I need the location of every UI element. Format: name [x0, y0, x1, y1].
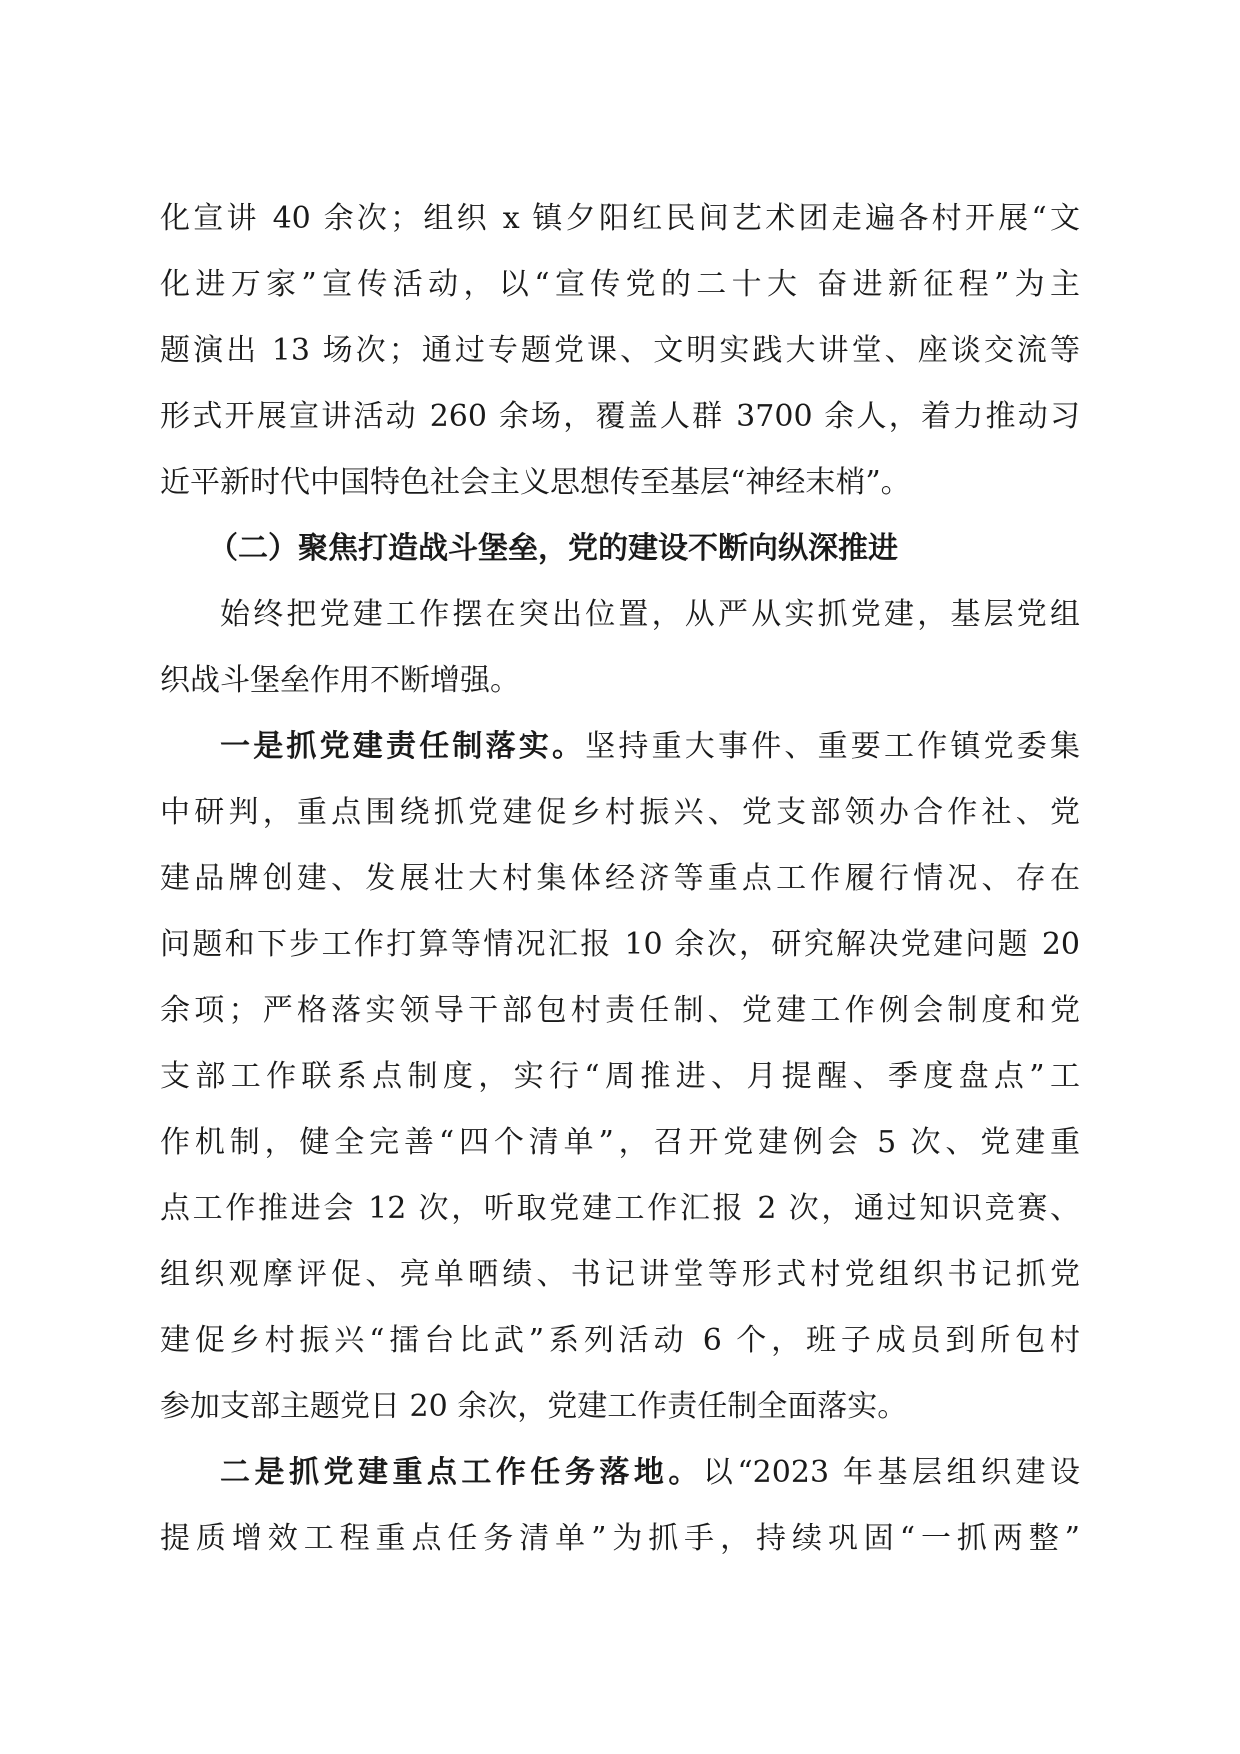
- section-heading: （二）聚焦打造战斗堡垒，党的建设不断向纵深推进: [208, 531, 898, 566]
- text-line: 形式开展宣讲活动 260 余场，覆盖人群 3700 余人，着力推动习: [160, 399, 1080, 434]
- text-line: 织战斗堡垒作用不断增强。: [160, 663, 520, 698]
- text-line: [160, 1440, 1080, 1506]
- text-line: 近平新时代中国特色社会主义思想传至基层“神经末梢”。: [160, 465, 911, 500]
- text-line: 作机制，健全完善“四个清单”，召开党建例会 5 次、党建重: [160, 1125, 1080, 1160]
- paragraph-lead-bold: 二是抓党建重点工作任务落地。: [220, 1455, 703, 1490]
- text-line: 支部工作联系点制度，实行“周推进、月提醒、季度盘点”工: [160, 1059, 1080, 1094]
- text-line: 问题和下步工作打算等情况汇报 10 余次，研究解决党建问题 20: [160, 927, 1080, 962]
- text-line: 建品牌创建、发展壮大村集体经济等重点工作履行情况、存在: [160, 861, 1080, 896]
- paragraph-lead-bold: 一是抓党建责任制落实。: [220, 729, 586, 764]
- text-line: 题演出 13 场次；通过专题党课、文明实践大讲堂、座谈交流等: [160, 333, 1080, 368]
- text-line: [160, 714, 1080, 780]
- text-line: 提质增效工程重点任务清单”为抓手，持续巩固“一抓两整”: [160, 1521, 1080, 1556]
- text-line: 组织观摩评促、亮单晒绩、书记讲堂等形式村党组织书记抓党: [160, 1257, 1080, 1292]
- paragraph-key-tasks: [160, 1440, 1080, 1572]
- text-line: 建促乡村振兴“擂台比武”系列活动 6 个，班子成员到所包村: [160, 1323, 1080, 1358]
- text-line: 参加支部主题党日 20 余次，党建工作责任制全面落实。: [160, 1389, 908, 1424]
- text-line: 余项；严格落实领导干部包村责任制、党建工作例会制度和党: [160, 993, 1080, 1028]
- document-page: [160, 186, 1080, 1572]
- paragraph-responsibility-system: [160, 714, 1080, 1440]
- text-line: 点工作推进会 12 次，听取党建工作汇报 2 次，通过知识竞赛、: [160, 1191, 1080, 1226]
- text-fragment: 以“2023 年基层组织建设: [702, 1455, 1080, 1490]
- text-fragment: 坚持重大事件、重要工作镇党委集: [585, 729, 1081, 764]
- text-line: 化宣讲 40 余次；组织 x 镇夕阳红民间艺术团走遍各村开展“文: [160, 201, 1080, 236]
- text-line: 始终把党建工作摆在突出位置，从严从实抓党建，基层党组: [220, 597, 1080, 632]
- paragraph-party-building-intro: [160, 582, 1080, 714]
- paragraph-publicity-continued: [160, 186, 1080, 516]
- text-line: 化进万家”宣传活动，以“宣传党的二十大 奋进新征程”为主: [160, 267, 1080, 302]
- text-line: 中研判，重点围绕抓党建促乡村振兴、党支部领办合作社、党: [160, 795, 1080, 830]
